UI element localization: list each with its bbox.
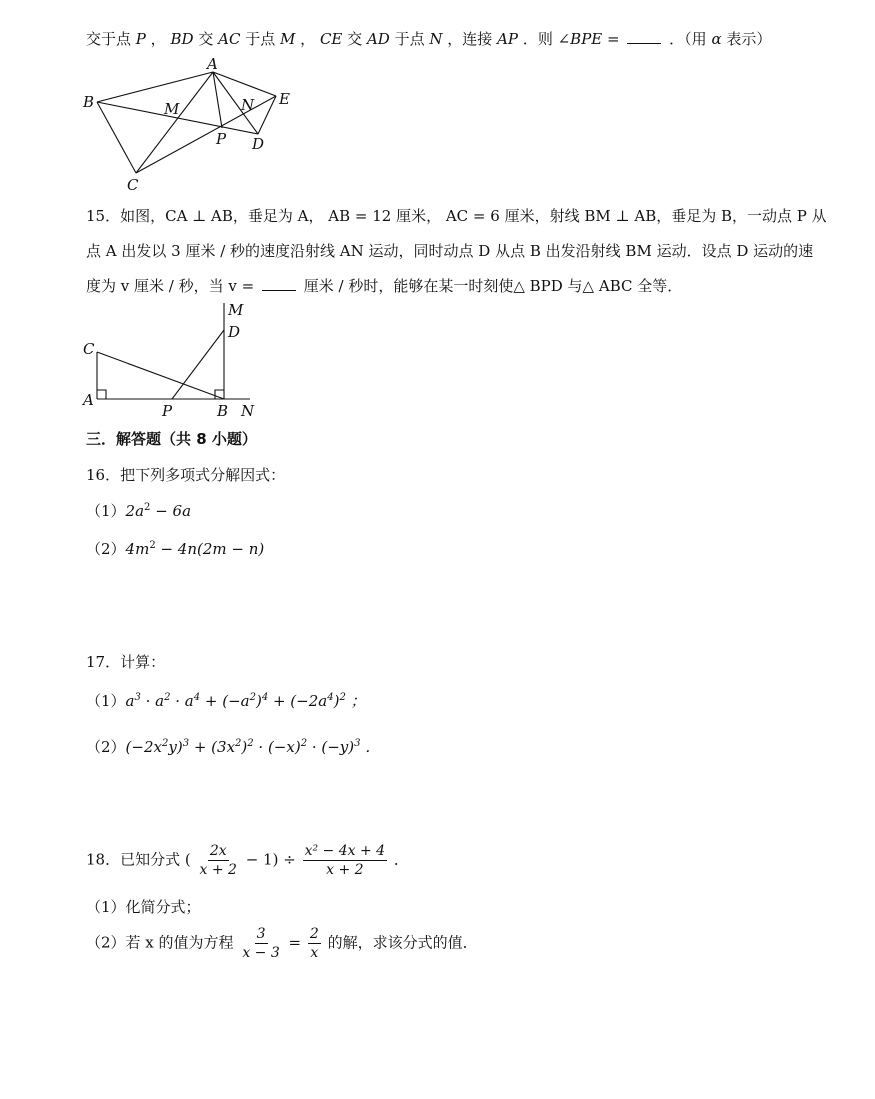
q16-part-1 — [86, 500, 191, 521]
q18-statement — [86, 842, 409, 879]
angle-expression: ∠BPE = — [557, 30, 620, 48]
text: = — [288, 933, 302, 952]
math-var: CE — [319, 30, 343, 48]
q17-part-2: $(2)(-2x^2y)^3 + (3x^2)^2 \cdot (-x)^2 \cdot (-y)^3$ ． — [86, 738, 381, 756]
segment-PD — [172, 330, 224, 399]
text: ．（用 — [669, 30, 707, 48]
denominator: x — [310, 945, 319, 961]
math-var: N — [429, 30, 443, 48]
text: 交 — [347, 30, 363, 48]
q15-line-2: 点 A 出发以 3 厘米 / 秒的速度沿射线 AN 运动，同时动点 D 从点 B 出发沿射线 BM 运动．设点 D 运动的速 — [86, 242, 814, 260]
math-var: AC — [218, 30, 241, 48]
numerator: 2 — [309, 926, 319, 942]
fraction-3 — [240, 925, 281, 962]
label-D: D — [228, 323, 241, 341]
fraction-1 — [198, 842, 239, 879]
text: ， — [150, 30, 166, 48]
exponent: 2 — [144, 502, 151, 513]
text: ， — [300, 30, 316, 48]
denominator: x + 2 — [199, 862, 237, 878]
q17-part-1: $(1)a^3 \cdot a^2 \cdot a^4 + (-a^2)^4 + (-2a^4)^2$ ； — [86, 692, 366, 710]
segment-CB — [97, 352, 224, 399]
math-var: BD — [170, 30, 194, 48]
label-A: A — [207, 55, 218, 73]
text: 的解，求该分式的值． — [327, 933, 478, 952]
label-N: N — [241, 96, 255, 114]
text: 表示） — [726, 30, 772, 48]
text: ，连接 — [447, 30, 493, 48]
q18-part-1: （1）化简分式； — [86, 898, 201, 916]
label-M: M — [228, 301, 244, 319]
text: 于点 — [245, 30, 276, 48]
part-label: （1） — [86, 502, 126, 520]
text: ．则 — [522, 30, 553, 48]
label-P: P — [216, 130, 227, 148]
text: 交 — [198, 30, 214, 48]
text: − 1) ÷ — [245, 850, 296, 869]
q16-part-2 — [86, 538, 264, 559]
math: 2a — [125, 502, 145, 520]
q16-title: 16．把下列多项式分解因式： — [86, 466, 286, 484]
denominator: x + 2 — [326, 862, 364, 878]
math: 4m — [125, 540, 150, 558]
math-var: α — [711, 30, 722, 48]
math-var: AD — [366, 30, 390, 48]
numerator: 2x — [209, 843, 227, 859]
part-label: （2） — [86, 738, 126, 756]
math: − 4n(2m − n) — [155, 540, 265, 558]
text: ． — [393, 850, 409, 869]
fraction-2 — [303, 842, 387, 879]
q15-geometry-figure — [0, 0, 875, 430]
text: 交于点 — [86, 30, 132, 48]
math-var: AP — [497, 30, 519, 48]
q15-line-1: 15．如图，CA ⊥ AB，垂足为 A， AB = 12 厘米， AC = 6 厘米，射线 BM ⊥ AB，垂足为 B，一动点 P 从 — [86, 207, 827, 225]
section-heading: 三．解答题（共 8 小题） — [86, 430, 257, 448]
math-var: P — [135, 30, 146, 48]
right-angle-mark-A — [97, 390, 106, 399]
label-D: D — [252, 135, 265, 153]
numerator: x² − 4x + 4 — [304, 843, 386, 859]
math: − 6a — [150, 502, 192, 520]
label-B: B — [217, 402, 229, 420]
text: （2）若 x 的值为方程 — [86, 933, 234, 952]
part-label: （2） — [86, 540, 126, 558]
part-label: （1） — [86, 692, 126, 710]
label-C: C — [83, 340, 95, 358]
fraction-4 — [308, 925, 321, 962]
text: 于点 — [394, 30, 425, 48]
label-M: M — [164, 100, 180, 118]
label-N: N — [241, 402, 255, 420]
label-C: C — [127, 176, 139, 194]
numerator: 3 — [256, 926, 266, 942]
text: 度为 v 厘米 / 秒，当 v = — [86, 277, 255, 295]
label-E: E — [279, 90, 290, 108]
label-B: B — [83, 93, 95, 111]
label-P: P — [162, 402, 173, 420]
math-var: M — [280, 30, 296, 48]
label-A: A — [83, 391, 94, 409]
text: 18．已知分式 ( — [86, 850, 191, 869]
text: 厘米 / 秒时，能够在某一时刻使△ BPD 与△ ABC 全等． — [303, 277, 683, 295]
q18-part-2 — [86, 925, 478, 962]
exponent: 2 — [149, 540, 156, 551]
denominator: x − 3 — [242, 945, 280, 961]
q17-title: 17．计算： — [86, 653, 166, 671]
